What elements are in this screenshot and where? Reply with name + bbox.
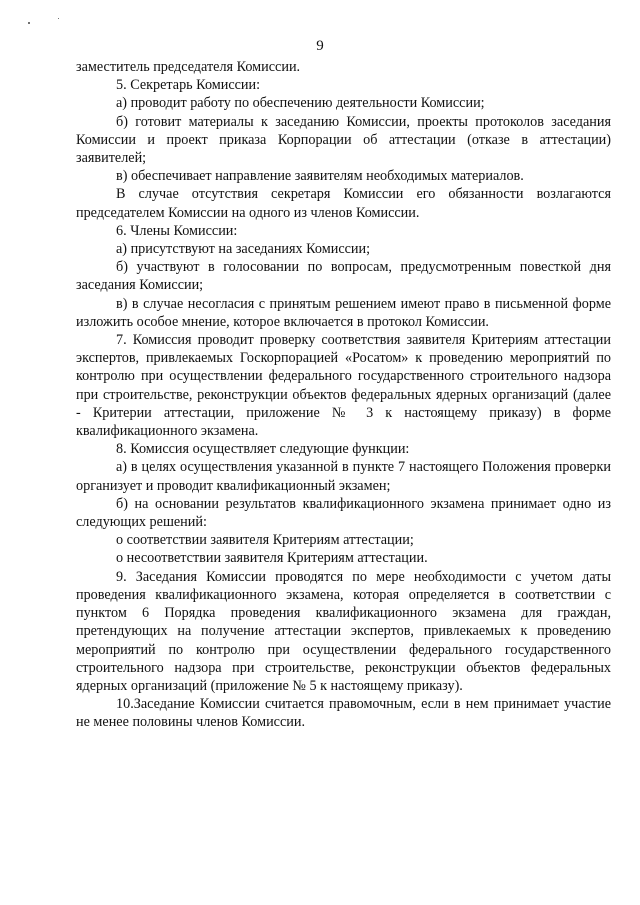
paragraph: б) готовит материалы к заседанию Комиссии, проекты протоколов заседания Комиссии и проект приказа Корпорации об аттестации (отказе в аттестации) заявителей;	[76, 113, 611, 167]
paragraph: В случае отсутствия секретаря Комиссии его обязанности возлагаются председателем Комиссии на одного из членов Комиссии.	[76, 186, 611, 221]
paragraph: 5. Секретарь Комиссии:	[116, 77, 261, 94]
paragraph: б) участвуют в голосовании по вопросам, предусмотренным повесткой дня заседания Комиссии;	[76, 259, 611, 294]
document-body	[76, 58, 611, 732]
paragraph: 6. Члены Комиссии:	[116, 222, 238, 239]
paragraph: 8. Комиссия осуществляет следующие функции:	[116, 441, 410, 458]
paragraph: 7. Комиссия проводит проверку соответствия заявителя Критериям аттестации экспертов, привлекаемых Госкорпорацией «Росатом» к проведению мероприятий по контролю при осуществлении федерального государственного строительного надзора при строительстве, реконструкции объектов федеральных ядерных организаций (далее - Критерии аттестации, приложение № 3 к настоящему приказу) в форме квалификационного экзамена.	[76, 332, 611, 440]
paragraph: о соответствии заявителя Критериям аттестации;	[116, 532, 414, 549]
scan-speck	[28, 22, 30, 24]
paragraph: 10.Заседание Комиссии считается правомочным, если в нем принимает участие не менее половины членов Комиссии.	[76, 696, 611, 731]
paragraph: в) в случае несогласия с принятым решением имеют право в письменной форме изложить особое мнение, которое включается в протокол Комиссии.	[76, 295, 611, 330]
scan-speck	[58, 18, 59, 19]
paragraph: 9. Заседания Комиссии проводятся по мере необходимости с учетом даты проведения квалификационного экзамена, которая определяется в соответствии с пунктом 6 Порядка проведения квалификационного экзамена для граждан, претендующих на получение аттестации экспертов, привлекаемых к проведению мероприятий по контролю при осуществлении федерального государственного строительного надзора при строительстве, реконструкции объектов федеральных ядерных организаций (приложение № 5 к настоящему приказу).	[76, 568, 611, 694]
paragraph: а) проводит работу по обеспечению деятельности Комиссии;	[116, 95, 485, 112]
paragraph: б) на основании результатов квалификационного экзамена принимает одно из следующих решений:	[76, 495, 611, 531]
paragraph: в) обеспечивает направление заявителям необходимых материалов.	[116, 168, 524, 185]
paragraph: а) присутствуют на заседаниях Комиссии;	[116, 241, 371, 258]
paragraph: а) в целях осуществления указанной в пункте 7 настоящего Положения проверки организует и проводит квалификационный экзамен;	[76, 459, 611, 494]
paragraph: о несоответствии заявителя Критериям аттестации.	[116, 550, 428, 567]
paragraph: заместитель председателя Комиссии.	[76, 59, 301, 75]
page-number: 9	[316, 38, 324, 54]
